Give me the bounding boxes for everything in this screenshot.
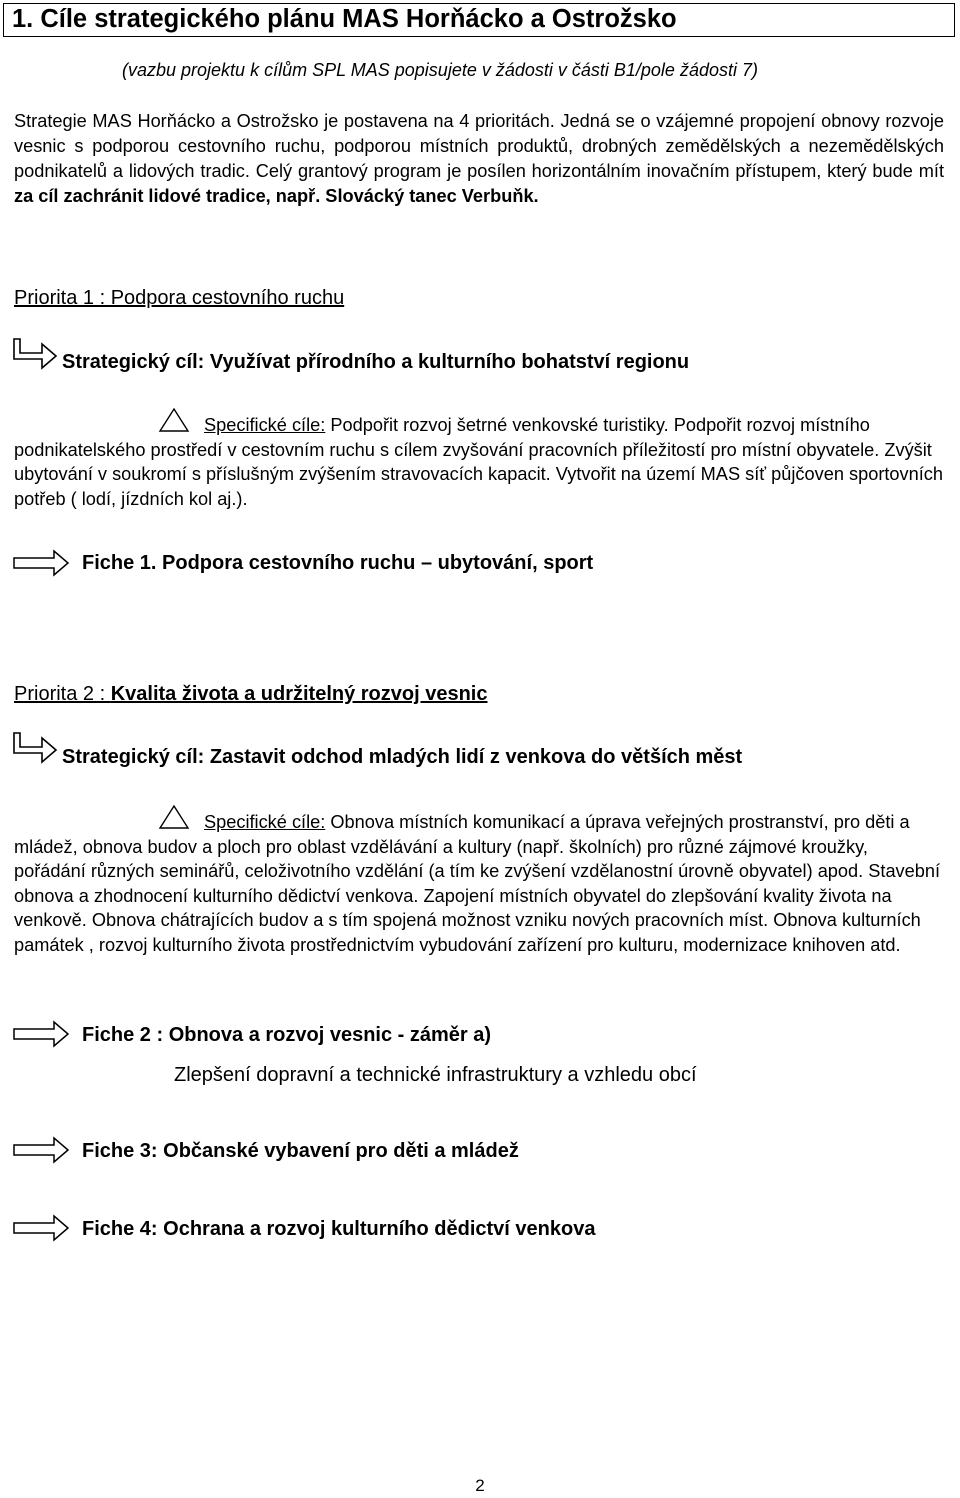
priority-2-prefix: Priorita 2 : xyxy=(14,683,111,705)
right-arrow-icon xyxy=(12,1020,70,1048)
priority-1-goal: Strategický cíl: Využívat přírodního a kulturního bohatství regionu xyxy=(62,351,690,373)
specific-goals-label: Specifické cíle: xyxy=(204,415,326,435)
right-arrow-icon xyxy=(12,1214,70,1242)
fiche-4: Fiche 4: Ochrana a rozvoj kulturního dědictví venkova xyxy=(82,1218,596,1240)
priority-1-specific-goals xyxy=(14,413,944,511)
bent-arrow-icon xyxy=(12,337,58,371)
fiche-1: Fiche 1. Podpora cestovního ruchu – ubytování, sport xyxy=(82,552,594,574)
subtitle: (vazbu projektu k cílům SPL MAS popisujete v žádosti v části B1/pole žádosti 7) xyxy=(122,60,758,80)
fiche-2: Fiche 2 : Obnova a rozvoj vesnic - záměr a) xyxy=(82,1024,492,1046)
page-number: 2 xyxy=(475,1476,485,1495)
intro-text: Strategie MAS Horňácko a Ostrožsko je postavena na 4 prioritách. Jedná se o vzájemné propojení obnovy rozvoje vesnic s podporou cestovního ruchu, podporou místních produktů, drobných zemědělských a nezemědělských podnikatelů a lidových tradic. Celý grantový program je posílen horizontálním inovačním přístupem, který bude mít xyxy=(14,111,944,181)
right-arrow-icon xyxy=(12,549,70,577)
specific-goals-text: Obnova místních komunikací a úprava veřejných prostranství, pro děti a mládež, obnova budov a ploch pro oblast vzdělávání a kultury (např. školních) pro různé zájmové kroužky, pořádání různých seminářů, celoživotního vzdělání (a tím ke zvýšení vzdělanostní úrovně obyvatel) apod. Stavební obnova a zhodnocení kulturního dědictví venkova. Zapojení místních obyvatel do zlepšování kvality života na venkově. Obnova chátrajících budov a s tím spojená možnost vzniku nových pracovních míst. Obnova kulturních památek , rozvoj kulturního života prostřednictvím vybudování zařízení pro kulturu, modernizace knihoven atd. xyxy=(14,812,941,955)
bent-arrow-icon xyxy=(12,731,58,765)
priority-2-goal: Strategický cíl: Zastavit odchod mladých lidí z venkova do větších měst xyxy=(62,746,743,768)
specific-goals-text: Podpořit rozvoj šetrné venkovské turistiky. Podpořit rozvoj místního podnikatelského prostředí v cestovním ruchu s cílem zvyšování pracovních příležitostí pro místní obyvatele. Zvýšit ubytování v soukromí s příslušným zvýšením stravovacích kapacit. Vytvořit na území MAS síť půjčoven sportovních potřeb ( lodí, jízdních kol aj.). xyxy=(14,415,944,509)
specific-goals-label: Specifické cíle: xyxy=(204,812,326,832)
fiche-2-subtitle: Zlepšení dopravní a technické infrastruktury a vzhledu obcí xyxy=(174,1064,697,1086)
page-title: 1. Cíle strategického plánu MAS Horňácko a Ostrožsko xyxy=(12,5,677,33)
priority-2-specific-goals xyxy=(14,810,944,957)
fiche-3: Fiche 3: Občanské vybavení pro děti a mládež xyxy=(82,1140,519,1162)
right-arrow-icon xyxy=(12,1136,70,1164)
priority-2-heading xyxy=(14,682,488,706)
priority-1-heading: Priorita 1 : Podpora cestovního ruchu xyxy=(14,287,345,309)
intro-paragraph xyxy=(14,109,944,209)
intro-bold-text: za cíl zachránit lidové tradice, např. Slovácký tanec Verbuňk. xyxy=(14,186,539,206)
priority-2-title: Kvalita života a udržitelný rozvoj vesnic xyxy=(110,683,488,705)
